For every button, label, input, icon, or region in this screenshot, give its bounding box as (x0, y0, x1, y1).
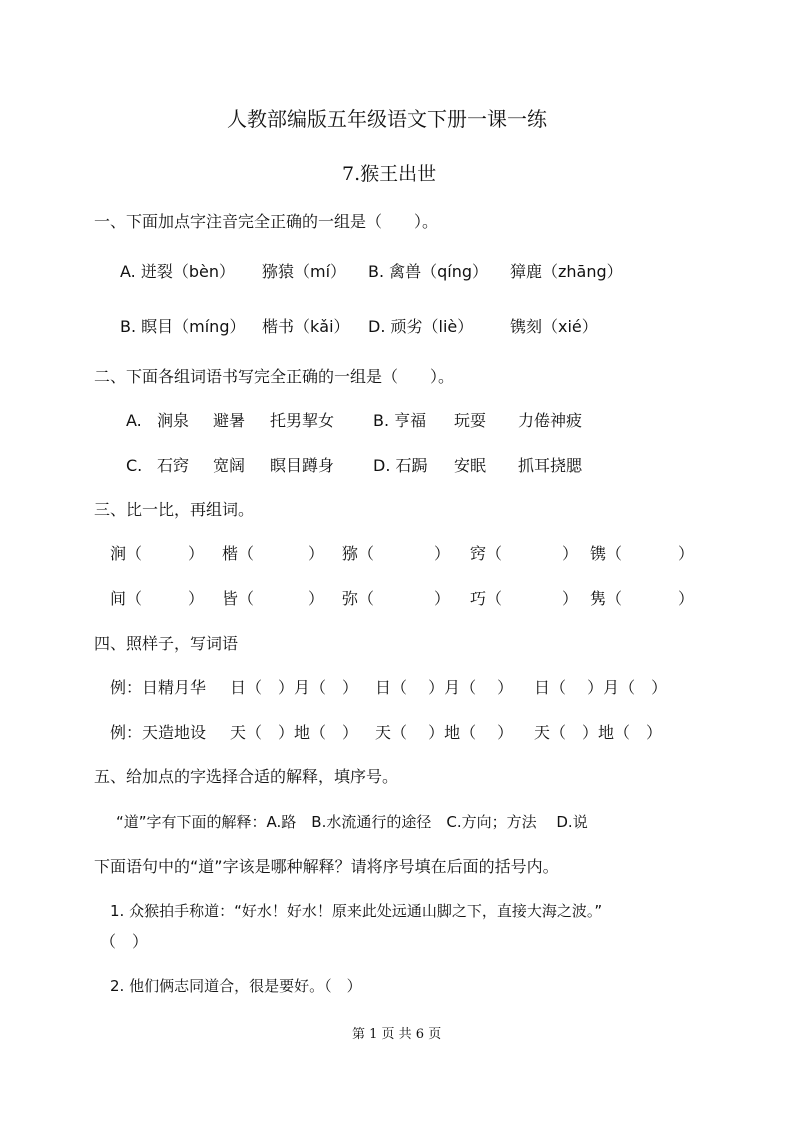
q2-option-c-word-2: 宽阔 (213, 456, 246, 475)
q3-r2-c1-open: 间（ (110, 589, 143, 608)
question-5-stem: 五、给加点的字选择合适的解释，填序号。 (94, 767, 399, 786)
q3-r1-c1-close: ） (188, 544, 205, 563)
q3-r1-c3-open: 猕（ (342, 544, 375, 563)
q2-option-b-word-2: 玩耍 (454, 411, 487, 430)
q3-r1-c5-close: ） (678, 544, 695, 563)
q1-option-a-1: A. 迸裂（bèn） (120, 262, 235, 281)
q3-r2-c5-close: ） (678, 589, 695, 608)
q3-r2-c2-close: ） (308, 589, 325, 608)
q1-option-c-1: B. 瞑目（míng） (120, 317, 246, 336)
q2-option-c-label: C. (126, 456, 143, 475)
q3-r1-c2-close: ） (308, 544, 325, 563)
q5-instruction: 下面语句中的“道”字该是哪种解释？请将序号填在后面的括号内。 (94, 857, 559, 876)
question-4-stem: 四、照样子，写词语 (94, 634, 239, 653)
q2-option-c-word-1: 石窍 (157, 456, 190, 475)
q3-r2-c3-close: ） (434, 589, 451, 608)
q2-option-b-word-1: B. 亨福 (373, 411, 427, 430)
q3-r1-c3-close: ） (434, 544, 451, 563)
q1-option-b-2: 獐鹿（zhāng） (510, 262, 623, 281)
q1-option-d-2: 镌刻（xié） (510, 317, 598, 336)
q3-r2-c4-open: 巧（ (470, 589, 503, 608)
page-title: 人教部编版五年级语文下册一课一练 (227, 107, 547, 131)
q5-item-1: 1. 众猴拍手称道：“好水！好水！原来此处远通山脚之下，直接大海之波。” (110, 902, 603, 920)
q1-option-a-2: 猕猿（mí） (262, 262, 347, 281)
lesson-title: 7.猴王出世 (342, 163, 437, 185)
q3-r1-c1-open: 涧（ (110, 544, 143, 563)
q2-option-d-word-2: 安眠 (454, 456, 487, 475)
page-number: 第 1 页 共 6 页 (352, 1027, 442, 1042)
q3-r2-c3-open: 弥（ (342, 589, 375, 608)
q1-option-d-1: D. 顽劣（liè） (368, 317, 474, 336)
question-1-stem: 一、下面加点字注音完全正确的一组是（ ）。 (94, 212, 439, 231)
q3-r1-c2-open: 楷（ (222, 544, 255, 563)
question-3-stem: 三、比一比，再组词。 (94, 500, 255, 519)
q4-r2-blank-3: 天（ ）地（ ） (534, 723, 663, 742)
q2-option-a-word-1: 涧泉 (157, 411, 190, 430)
q3-r1-c4-open: 窍（ (470, 544, 503, 563)
q1-option-b-1: B. 禽兽（qíng） (368, 262, 489, 281)
question-2-stem: 二、下面各组词语书写完全正确的一组是（ ）。 (94, 367, 455, 386)
q2-option-b-word-3: 力倦神疲 (518, 411, 583, 430)
q3-r2-c5-open: 隽（ (590, 589, 623, 608)
q4-example-1: 例：日精月华 (110, 678, 207, 697)
q4-r1-blank-1: 日（ ）月（ ） (230, 678, 359, 697)
q2-option-a-word-2: 避暑 (213, 411, 246, 430)
q4-r1-blank-2: 日（ ）月（ ） (375, 678, 514, 697)
q3-r2-c2-open: 皆（ (222, 589, 255, 608)
q2-option-c-word-3: 瞑目蹲身 (270, 456, 335, 475)
q5-item-2: 2. 他们俩志同道合，很是要好。（ ） (110, 977, 362, 995)
q4-r2-blank-1: 天（ ）地（ ） (230, 723, 359, 742)
q3-r2-c1-close: ） (188, 589, 205, 608)
q4-r2-blank-2: 天（ ）地（ ） (375, 723, 514, 742)
q4-example-2: 例：天造地设 (110, 723, 207, 742)
q2-option-a-label: A. (126, 411, 142, 430)
q4-r1-blank-3: 日（ ）月（ ） (534, 678, 668, 697)
q2-option-d-word-3: 抓耳挠腮 (518, 456, 583, 475)
q3-r1-c5-open: 镌（ (590, 544, 623, 563)
q5-item-1-blank: （ ） (100, 932, 149, 951)
q1-option-c-2: 楷书（kǎi） (262, 317, 350, 336)
q5-definitions: “道”字有下面的解释：A.路 B.水流通行的途径 C.方向；方法 D.说 (116, 813, 588, 831)
q3-r1-c4-close: ） (562, 544, 579, 563)
q2-option-a-word-3: 托男挈女 (270, 411, 335, 430)
q2-option-d-word-1: D. 石跼 (373, 456, 428, 475)
q3-r2-c4-close: ） (562, 589, 579, 608)
